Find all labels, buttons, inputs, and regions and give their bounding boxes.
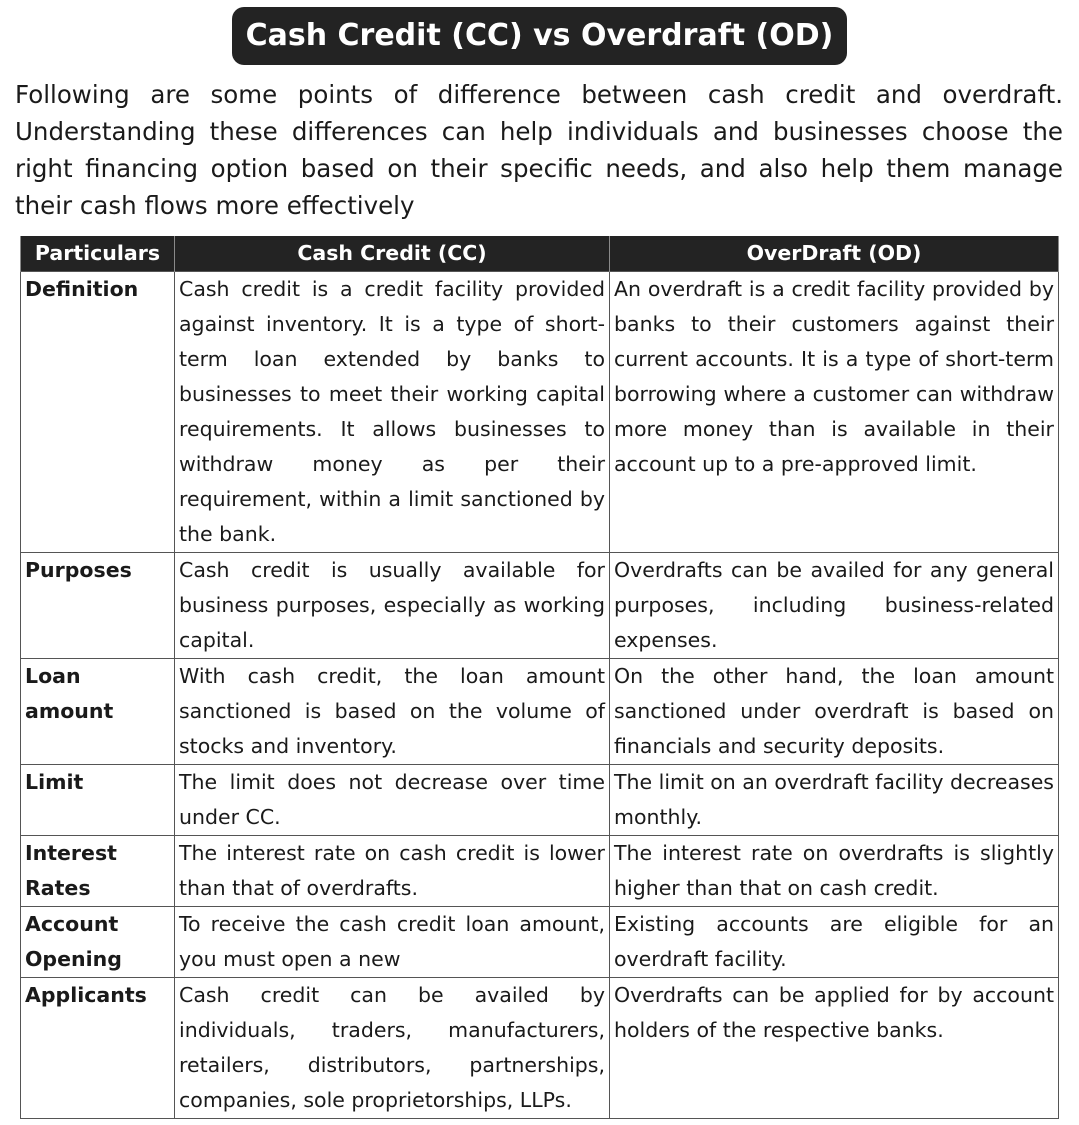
row-cash-credit-text: The limit does not decrease over time under CC. bbox=[175, 765, 610, 836]
intro-paragraph: Following are some points of difference between cash credit and overdraft. Understanding these differences can help individuals and businesses choose the right financing option based on their specific needs, and also help them manage their cash flows more effectively bbox=[15, 80, 1063, 220]
row-overdraft-text: The limit on an overdraft facility decreases monthly. bbox=[610, 765, 1059, 836]
row-particular: Definition bbox=[21, 272, 175, 553]
table-row bbox=[21, 836, 1059, 907]
row-cash-credit-text: The interest rate on cash credit is lower than that of overdrafts. bbox=[175, 836, 610, 907]
row-cash-credit-text: To receive the cash credit loan amount, you must open a new bbox=[175, 907, 610, 978]
row-particular: Interest Rates bbox=[21, 836, 175, 907]
table-row bbox=[21, 907, 1059, 978]
row-cash-credit-text: Cash credit is a credit facility provided against inventory. It is a type of short-term loan extended by banks to businesses to meet their working capital requirements. It allows businesses to withdraw money as per their requirement, within a limit sanctioned by the bank. bbox=[175, 272, 610, 553]
row-overdraft-text: An overdraft is a credit facility provided by banks to their customers against their current accounts. It is a type of short-term borrowing where a customer can withdraw more money than is available in their account up to a pre-approved limit. bbox=[610, 272, 1059, 553]
row-particular: Account Opening bbox=[21, 907, 175, 978]
row-particular: Purposes bbox=[21, 553, 175, 659]
row-particular: Limit bbox=[21, 765, 175, 836]
title-container bbox=[0, 7, 1079, 65]
table-row bbox=[21, 978, 1059, 1119]
comparison-table bbox=[20, 236, 1059, 1119]
row-overdraft-text: Overdrafts can be applied for by account holders of the respective banks. bbox=[610, 978, 1059, 1119]
row-cash-credit-text: With cash credit, the loan amount sanctioned is based on the volume of stocks and inventory. bbox=[175, 659, 610, 765]
row-cash-credit-text: Cash credit is usually available for business purposes, especially as working capital. bbox=[175, 553, 610, 659]
row-overdraft-text: Existing accounts are eligible for an overdraft facility. bbox=[610, 907, 1059, 978]
table-row bbox=[21, 765, 1059, 836]
page-title: Cash Credit (CC) vs Overdraft (OD) bbox=[232, 7, 848, 65]
table-header-row bbox=[21, 236, 1059, 272]
header-particulars: Particulars bbox=[21, 236, 175, 272]
row-overdraft-text: On the other hand, the loan amount sanctioned under overdraft is based on financials and security deposits. bbox=[610, 659, 1059, 765]
row-cash-credit-text: Cash credit can be availed by individuals, traders, manufacturers, retailers, distributors, partnerships, companies, sole proprietorships, LLPs. bbox=[175, 978, 610, 1119]
row-particular: Loan amount bbox=[21, 659, 175, 765]
table-row bbox=[21, 553, 1059, 659]
row-overdraft-text: Overdrafts can be availed for any general purposes, including business-related expenses. bbox=[610, 553, 1059, 659]
table-row bbox=[21, 272, 1059, 553]
table-row bbox=[21, 659, 1059, 765]
header-cash-credit: Cash Credit (CC) bbox=[175, 236, 610, 272]
row-particular: Applicants bbox=[21, 978, 175, 1119]
header-overdraft: OverDraft (OD) bbox=[610, 236, 1059, 272]
row-overdraft-text: The interest rate on overdrafts is slightly higher than that on cash credit. bbox=[610, 836, 1059, 907]
